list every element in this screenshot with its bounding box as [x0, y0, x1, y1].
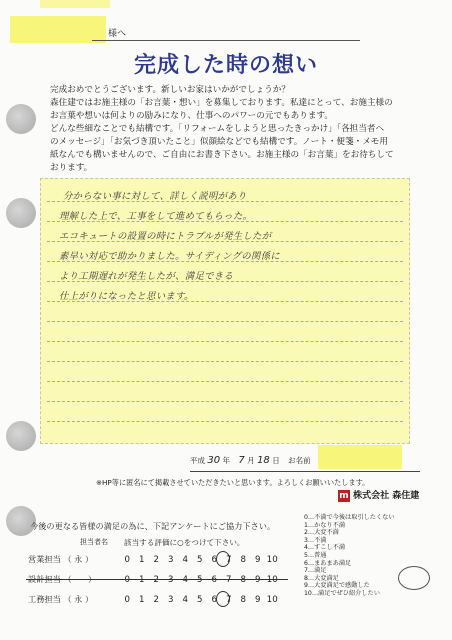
day-value: 18	[257, 455, 270, 466]
name-label: お名前	[288, 456, 311, 465]
rating-option[interactable]: 5	[197, 595, 203, 605]
rating-option[interactable]: 8	[240, 575, 246, 585]
intro-line: 森住建ではお施主様の「お言葉・想い」を募集しております。私達にとって、お施主様の	[50, 98, 393, 108]
handwritten-line: 素早い対応で助かりました。サイディングの関係に	[59, 251, 280, 262]
rating-scale	[120, 594, 280, 605]
redacted-name-highlight	[10, 16, 106, 43]
ruled-line	[47, 361, 403, 362]
message-box	[40, 178, 410, 444]
ruled-line	[47, 341, 403, 342]
rating-option[interactable]: 1	[139, 575, 145, 585]
intro-line: おります。	[50, 163, 93, 173]
month-value: 7	[238, 455, 245, 466]
selected-rating-circle	[216, 591, 230, 607]
survey-header-instruction: 該当する評価に○をつけて下さい。	[124, 538, 245, 547]
ruled-line	[47, 321, 403, 322]
rating-option[interactable]: 0	[124, 555, 130, 565]
rating-option[interactable]: 0	[124, 575, 130, 585]
date-name-line	[190, 455, 420, 472]
rating-option[interactable]: 3	[168, 575, 174, 585]
rating-option[interactable]: 6	[211, 595, 217, 605]
handwritten-line: 理解した上で、工事をして進めてもらった。	[59, 211, 253, 222]
rating-option[interactable]: 5	[197, 575, 203, 585]
survey-header-name: 担当者名	[80, 538, 108, 546]
intro-line: のメッセージ」「お気づき頂いたこと」似顔絵などでも結構です。ノート・便箋・メモ用	[50, 137, 388, 147]
company-logo	[338, 488, 419, 502]
legend-item: 1…かなり不満	[304, 521, 346, 529]
legend-item: 3…不満	[304, 536, 327, 544]
survey-row-person: （ 永 ）	[63, 554, 94, 564]
rating-option[interactable]: 2	[153, 595, 159, 605]
handwritten-line: 分からない事に対して、詳しく説明があり	[63, 191, 247, 202]
survey-row-label: 営業担当	[28, 554, 61, 564]
day-suffix: 日	[272, 456, 280, 465]
punch-hole	[6, 421, 36, 451]
legend-item: 10…満足でぜひ紹介したい	[304, 589, 380, 597]
rating-option[interactable]: 7	[226, 575, 232, 585]
legend-item: 4…すこし不満	[304, 544, 346, 552]
year-value: 30	[207, 455, 221, 466]
survey-row-label: 設計担当	[28, 574, 61, 584]
legend-item: 2…大変不満	[304, 529, 339, 537]
legend-item: 6…まあまあ満足	[304, 559, 352, 567]
legend-item: 8…大変満足	[304, 574, 339, 582]
intro-text	[50, 84, 394, 175]
legend-item: 9…大変満足で感動した	[304, 582, 370, 590]
redacted-top-highlight	[40, 0, 110, 8]
rating-option[interactable]: 4	[182, 595, 188, 605]
publish-notice: ※HP等に匿名にて掲載させていただきたいと思います。よろしくお願いいたします。	[96, 478, 370, 487]
rating-option[interactable]: 0	[124, 595, 130, 605]
survey-row-person: （ ）	[63, 574, 97, 584]
rating-option[interactable]: 2	[153, 555, 159, 565]
intro-line: 完成おめでとうございます。新しいお家はいかがでしょうか？	[50, 85, 290, 95]
punch-hole	[6, 104, 36, 134]
era-label: 平成	[190, 456, 205, 465]
rating-scale	[120, 554, 280, 565]
survey-row-construction	[28, 594, 279, 605]
rating-option[interactable]: 2	[153, 575, 159, 585]
rating-option[interactable]: 10	[266, 575, 278, 585]
rating-option[interactable]: 6	[211, 555, 217, 565]
intro-line: お言葉や想いは何よりの励みになり、仕事へのパワーの元でもあります。	[50, 111, 333, 121]
rating-option[interactable]: 10	[266, 555, 278, 565]
rating-option[interactable]: 1	[139, 555, 145, 565]
intro-line: 紙なんでも構いませんので、ご自由にお書き下さい。お施主様の「お言葉」をお待ちして	[50, 150, 394, 160]
survey-row-person: （ 永 ）	[63, 594, 94, 604]
recipient-underline	[92, 40, 360, 41]
company-logo-mark: m	[339, 490, 349, 501]
handwritten-line: 仕上がりになったと思います。	[59, 291, 194, 302]
rating-option[interactable]: 5	[197, 555, 203, 565]
recipient-suffix: 様へ	[108, 29, 127, 39]
ruled-line	[47, 421, 403, 422]
company-name: 株式会社 森住建	[353, 491, 420, 501]
rating-option[interactable]: 3	[168, 555, 174, 565]
survey-prompt: 今後の更なる皆様の満足の為に、下記アンケートにご協力下さい。	[30, 521, 276, 531]
rating-option[interactable]: 6	[211, 575, 217, 585]
rating-option[interactable]: 1	[139, 595, 145, 605]
legend-item: 0…不満で今後は取引したくない	[304, 514, 395, 521]
rating-option[interactable]: 8	[240, 555, 246, 565]
rating-option[interactable]: 7	[226, 555, 232, 565]
intro-line: どんな些細なことでも結構です。「リフォームをしようと思ったきっかけ」「各担当者へ	[50, 124, 385, 134]
rating-option[interactable]: 4	[182, 555, 188, 565]
ruled-line	[47, 401, 403, 402]
rating-legend	[304, 514, 395, 598]
rating-option[interactable]: 4	[182, 575, 188, 585]
design-row-strike	[26, 579, 288, 580]
ruled-line	[47, 381, 403, 382]
rating-option[interactable]: 7	[226, 595, 232, 605]
page-title: 完成した時の想い	[133, 53, 318, 78]
rating-option[interactable]: 9	[255, 555, 261, 565]
survey-row-label: 工務担当	[28, 594, 61, 604]
legend-item: 7…満足	[304, 567, 327, 575]
handwritten-line: エコキュートの設置の時にトラブルが発生したが	[59, 231, 272, 242]
rating-option[interactable]: 10	[266, 595, 278, 605]
rating-option[interactable]: 8	[240, 595, 246, 605]
punch-hole	[6, 198, 36, 228]
legend-item: 5…普通	[304, 551, 327, 559]
handwritten-circle-mark	[398, 566, 430, 590]
rating-option[interactable]: 3	[168, 595, 174, 605]
year-suffix: 年	[222, 456, 231, 465]
rating-option[interactable]: 9	[255, 575, 261, 585]
rating-option[interactable]: 9	[255, 595, 261, 605]
month-suffix: 月	[247, 456, 255, 465]
selected-rating-circle	[216, 551, 230, 567]
survey-row-sales	[28, 554, 279, 565]
handwritten-line: より工期遅れが発生したが、満足できる	[59, 271, 234, 282]
